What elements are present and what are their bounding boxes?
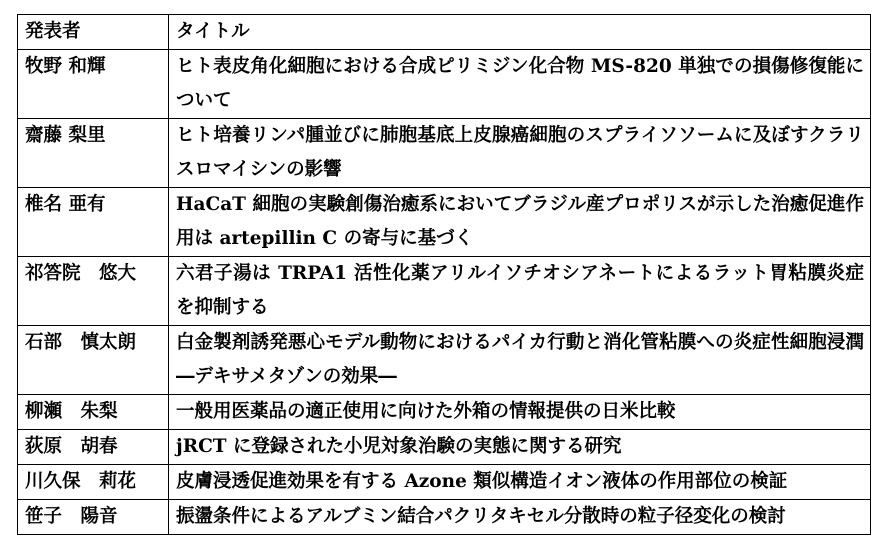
title-cell: 皮膚浸透促進効果を有する Azone 類似構造イオン液体の作用部位の検証	[169, 465, 871, 500]
table-row	[18, 395, 871, 430]
presenter-cell: 祁答院 悠大	[18, 257, 169, 326]
presenter-cell: 荻原 胡春	[18, 430, 169, 465]
table-row	[18, 188, 871, 257]
header-title: タイトル	[169, 15, 871, 50]
title-cell: 白金製剤誘発悪心モデル動物におけるパイカ行動と消化管粘膜への炎症性細胞浸潤―デキサメタゾンの効果―	[169, 326, 871, 395]
presenter-cell: 齋藤 梨里	[18, 119, 169, 188]
header-presenter: 発表者	[18, 15, 169, 50]
title-cell: ヒト表皮角化細胞における合成ピリミジン化合物 MS-820 単独での損傷修復能について	[169, 50, 871, 119]
table-header-row	[18, 15, 871, 50]
table-row	[18, 500, 871, 535]
title-cell: 一般用医薬品の適正使用に向けた外箱の情報提供の日米比較	[169, 395, 871, 430]
presenter-cell: 笹子 陽音	[18, 500, 169, 535]
table-row	[18, 430, 871, 465]
table-row	[18, 119, 871, 188]
title-cell: 六君子湯は TRPA1 活性化薬アリルイソチオシアネートによるラット胃粘膜炎症を抑制する	[169, 257, 871, 326]
title-cell: 振盪条件によるアルブミン結合パクリタキセル分散時の粒子径変化の検討	[169, 500, 871, 535]
table-row	[18, 326, 871, 395]
table-row	[18, 465, 871, 500]
title-cell: HaCaT 細胞の実験創傷治癒系においてブラジル産プロポリスが示した治癒促進作用は artepillin C の寄与に基づく	[169, 188, 871, 257]
presenter-cell: 柳瀬 朱梨	[18, 395, 169, 430]
presenter-cell: 牧野 和輝	[18, 50, 169, 119]
table-row	[18, 257, 871, 326]
presenter-cell: 椎名 亜有	[18, 188, 169, 257]
presenter-cell: 川久保 莉花	[18, 465, 169, 500]
presenter-cell: 石部 慎太朗	[18, 326, 169, 395]
title-cell: ヒト培養リンパ腫並びに肺胞基底上皮腺癌細胞のスプライソソームに及ぼすクラリスロマイシンの影響	[169, 119, 871, 188]
presentation-table	[17, 14, 871, 535]
title-cell: jRCT に登録された小児対象治験の実態に関する研究	[169, 430, 871, 465]
table-row	[18, 50, 871, 119]
